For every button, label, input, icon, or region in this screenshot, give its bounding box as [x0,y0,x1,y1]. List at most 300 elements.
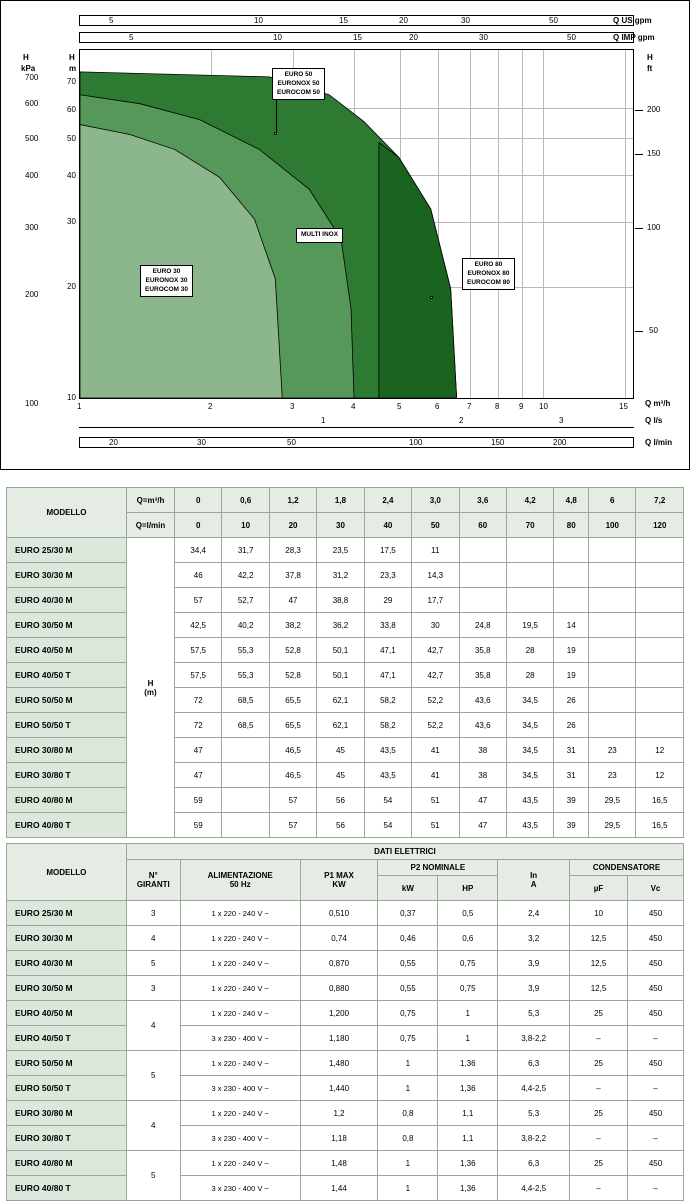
perf-cell: 52,8 [269,638,316,663]
kpa-tick-700: 700 [25,73,39,82]
perf-cell [589,563,636,588]
table-row [7,788,684,813]
perf-cell [636,588,684,613]
elec-cell-vc: – [628,1126,684,1151]
perf-cell: 59 [175,813,222,838]
perf-cell: 57 [269,788,316,813]
x-tick-8: 8 [495,402,500,411]
perf-cell [636,613,684,638]
perf-cell [589,638,636,663]
perf-cell [589,538,636,563]
elec-cell-p1: 1,480 [300,1051,378,1076]
perf-unit-lmin: Q=l/min [127,513,175,538]
elec-cell-alim: 1 x 220 - 240 V ~ [180,976,300,1001]
perf-cell: 12 [636,763,684,788]
perf-cell: 47 [459,788,506,813]
elec-cell-p2kw: 0,46 [378,926,438,951]
elec-cell-p2hp: 0,5 [438,901,498,926]
perf-cell: 29,5 [589,788,636,813]
elec-cell-p2hp: 0,75 [438,951,498,976]
perf-cell: 28 [506,638,553,663]
elec-cell-p1: 0,74 [300,926,378,951]
perf-cell: 46,5 [269,738,316,763]
elec-cell-uf: 25 [570,1051,628,1076]
perf-flow-lmin-10: 120 [636,513,684,538]
perf-cell: 43,5 [506,788,553,813]
perf-cell: 36,2 [317,613,364,638]
elec-col-giranti-line-1: N° [148,871,158,880]
x-tick-10: 10 [539,402,548,411]
elec-cell-uf: 12,5 [570,926,628,951]
us-gpm-tick-10: 10 [254,16,263,25]
callout-multi-inox [296,228,343,243]
perf-cell [222,738,269,763]
perf-cell: 23,5 [317,538,364,563]
elec-cell-uf: 25 [570,1001,628,1026]
x-axis-title: Q m³/h [645,399,671,408]
elec-cell-giranti: 4 [126,1101,180,1151]
elec-cell-p2kw: 0,75 [378,1026,438,1051]
perf-cell: 37,8 [269,563,316,588]
perf-cell: 19 [554,663,589,688]
elec-col-model: MODELLO [7,844,127,901]
us-gpm-tick-50: 50 [549,16,558,25]
perf-cell: 34,5 [506,738,553,763]
perf-cell [459,588,506,613]
perf-cell: 43,5 [506,813,553,838]
perf-flow-lmin-0: 0 [175,513,222,538]
elec-cell-vc: 450 [628,1101,684,1126]
perf-cell: 28,3 [269,538,316,563]
perf-cell: 31 [554,738,589,763]
bottom-scale-lmin [79,437,634,448]
table-row [7,1126,684,1151]
callout-euro-50-line-2: EURONOX 50 [277,79,320,87]
perf-cell [636,638,684,663]
elec-cell-alim: 1 x 220 - 240 V ~ [180,951,300,976]
elec-cell-in: 2,4 [498,901,570,926]
elec-cell-vc: 450 [628,1001,684,1026]
perf-cell: 72 [175,688,222,713]
perf-cell: 31,7 [222,538,269,563]
elec-row-6-model: EURO 50/50 M [7,1051,127,1076]
curve-euro-80-area [379,142,457,398]
perf-cell: 34,5 [506,688,553,713]
perf-cell: 16,5 [636,788,684,813]
ft-tick-mark-200 [635,110,643,111]
elec-cell-p2hp: 1,36 [438,1051,498,1076]
m-tick-10: 10 [67,393,76,402]
elec-cell-uf: – [570,1176,628,1201]
perf-cell: 34,4 [175,538,222,563]
perf-cell: 11 [412,538,459,563]
perf-cell: 52,2 [412,688,459,713]
elec-cell-giranti: 3 [126,901,180,926]
perf-flow-m3h-2: 1,2 [269,488,316,513]
perf-h-label [127,538,175,838]
m-tick-60: 60 [67,105,76,114]
perf-flow-lmin-6: 60 [459,513,506,538]
perf-flow-m3h-7: 4,2 [506,488,553,513]
elec-row-9-model: EURO 30/80 T [7,1126,127,1151]
perf-cell: 57 [175,588,222,613]
perf-cell: 42,7 [412,638,459,663]
perf-cell: 51 [412,788,459,813]
table-row [7,1076,684,1101]
perf-cell: 54 [364,813,411,838]
elec-cell-alim: 3 x 230 - 400 V ~ [180,1126,300,1151]
perf-cell: 65,5 [269,688,316,713]
perf-cell: 19,5 [506,613,553,638]
perf-cell: 23 [589,738,636,763]
perf-cell: 54 [364,788,411,813]
x-tick-9: 9 [519,402,524,411]
x-tick-4: 4 [351,402,356,411]
perf-cell: 34,5 [506,763,553,788]
elec-row-3-model: EURO 30/50 M [7,976,127,1001]
perf-cell: 31 [554,763,589,788]
callout-euro-80 [462,258,515,290]
perf-cell [589,713,636,738]
elec-col-in [498,860,570,901]
perf-cell: 46,5 [269,763,316,788]
perf-cell: 38,8 [317,588,364,613]
elec-cell-p2kw: 0,55 [378,976,438,1001]
axis-title-ft: H [647,53,653,62]
perf-cell [589,588,636,613]
elec-cell-alim: 1 x 220 - 240 V ~ [180,1001,300,1026]
x-tick-15: 15 [619,402,628,411]
imp-gpm-tick-10: 10 [273,33,282,42]
perf-cell: 14,3 [412,563,459,588]
perf-cell [589,613,636,638]
perf-cell: 24,8 [459,613,506,638]
perf-flow-lmin-9: 100 [589,513,636,538]
elec-col-in-line-2: A [530,880,537,889]
imp-gpm-tick-20: 20 [409,33,418,42]
kpa-tick-600: 600 [25,99,39,108]
elec-cell-p1: 1,200 [300,1001,378,1026]
elec-col-vc: Vc [628,876,684,901]
table-row [7,613,684,638]
elec-cell-p2hp: 1,1 [438,1126,498,1151]
elec-cell-vc: 450 [628,951,684,976]
perf-cell: 42,2 [222,563,269,588]
elec-col-alimentazione-line-2: 50 Hz [229,880,251,889]
callout-euro-80-line-2: EURONOX 80 [467,269,510,277]
perf-flow-lmin-5: 50 [412,513,459,538]
elec-col-giranti [126,860,180,901]
elec-cell-p2hp: 0,75 [438,976,498,1001]
elec-col-condensatore: CONDENSATORE [570,860,684,876]
perf-cell: 39 [554,813,589,838]
perf-flow-lmin-3: 30 [317,513,364,538]
elec-cell-uf: 25 [570,1101,628,1126]
elec-cell-vc: 450 [628,976,684,1001]
table-row [7,1051,684,1076]
kpa-tick-300: 300 [25,223,39,232]
elec-cell-p2kw: 1 [378,1151,438,1176]
ft-tick-150: 150 [647,149,661,158]
m-tick-30: 30 [67,217,76,226]
perf-cell: 47 [459,813,506,838]
point-euro-50 [274,132,277,135]
top-scale-imp-gpm-label: Q IMP gpm [613,33,655,42]
perf-row-6-model: EURO 50/50 M [7,688,127,713]
elec-cell-alim: 3 x 230 - 400 V ~ [180,1176,300,1201]
perf-row-7-model: EURO 50/50 T [7,713,127,738]
perf-row-8-model: EURO 30/80 M [7,738,127,763]
callout-euro-80-line-1: EURO 80 [474,261,503,268]
perf-cell [506,538,553,563]
elec-cell-uf: – [570,1026,628,1051]
perf-flow-lmin-2: 20 [269,513,316,538]
table-row [7,901,684,926]
perf-cell: 43,5 [364,738,411,763]
perf-cell: 52,8 [269,663,316,688]
perf-cell: 45 [317,738,364,763]
axis-unit-ft: ft [647,64,653,73]
elec-col-p2-kw: kW [378,876,438,901]
elec-cell-in: 6,3 [498,1151,570,1176]
table-row [7,1001,684,1026]
perf-cell [554,538,589,563]
perf-row-11-model: EURO 40/80 T [7,813,127,838]
perf-cell [222,813,269,838]
perf-cell: 43,5 [364,763,411,788]
elec-cell-in: 3,9 [498,951,570,976]
table-row [7,976,684,1001]
table-row [7,563,684,588]
axis-title-m: H [69,53,75,62]
elec-cell-p2hp: 1 [438,1026,498,1051]
elec-cell-in: 4,4-2,5 [498,1076,570,1101]
us-gpm-tick-20: 20 [399,16,408,25]
elec-cell-p1: 1,48 [300,1151,378,1176]
perf-cell: 41 [412,738,459,763]
perf-col-model: MODELLO [7,488,127,538]
perf-cell: 28 [506,663,553,688]
elec-col-alimentazione-line-1: ALIMENTAZIONE [207,871,273,880]
m-tick-70: 70 [67,77,76,86]
elec-cell-vc: 450 [628,1151,684,1176]
ls-tick-1: 1 [321,416,326,425]
elec-cell-vc: 450 [628,1051,684,1076]
elec-cell-giranti: 5 [126,1151,180,1201]
perf-cell: 23 [589,763,636,788]
top-scale-us-gpm-label: Q US gpm [613,16,652,25]
perf-cell: 55,3 [222,663,269,688]
elec-cell-p2kw: 0,8 [378,1101,438,1126]
elec-cell-vc: 450 [628,926,684,951]
perf-cell: 38,2 [269,613,316,638]
elec-cell-p2kw: 1 [378,1076,438,1101]
ls-axis-line [79,427,634,428]
x-tick-2: 2 [208,402,213,411]
perf-cell: 26 [554,713,589,738]
perf-cell: 17,7 [412,588,459,613]
perf-cell: 57,5 [175,638,222,663]
elec-row-10-model: EURO 40/80 M [7,1151,127,1176]
elec-col-uf: µF [570,876,628,901]
table-row [7,813,684,838]
elec-cell-p1: 1,440 [300,1076,378,1101]
perf-flow-m3h-10: 7,2 [636,488,684,513]
perf-cell: 12 [636,738,684,763]
perf-cell: 58,2 [364,688,411,713]
elec-row-7-model: EURO 50/50 T [7,1076,127,1101]
perf-row-9-model: EURO 30/80 T [7,763,127,788]
m-tick-40: 40 [67,171,76,180]
callout-euro-50-line-3: EUROCOM 50 [277,88,320,96]
elec-cell-p1: 1,2 [300,1101,378,1126]
elec-cell-p1: 0,870 [300,951,378,976]
perf-cell: 14 [554,613,589,638]
perf-flow-m3h-3: 1,8 [317,488,364,513]
table-row [7,763,684,788]
x-tick-7: 7 [467,402,472,411]
electrical-table [6,843,684,1201]
perf-flow-m3h-9: 6 [589,488,636,513]
callout-euro-30-line-2: EURONOX 30 [145,276,188,284]
perf-cell: 50,1 [317,663,364,688]
elec-cell-p2hp: 1,36 [438,1176,498,1201]
elec-col-p2-hp: HP [438,876,498,901]
elec-cell-p2kw: 1 [378,1176,438,1201]
perf-cell: 47 [269,588,316,613]
elec-col-p1max-line-2: KW [332,880,346,889]
elec-cell-uf: 12,5 [570,976,628,1001]
bottom-scale-ls-label: Q l/s [645,416,663,425]
perf-cell: 47,1 [364,638,411,663]
elec-cell-in: 6,3 [498,1051,570,1076]
perf-flow-m3h-0: 0 [175,488,222,513]
elec-cell-in: 5,3 [498,1101,570,1126]
perf-cell: 43,6 [459,688,506,713]
perf-cell: 41 [412,763,459,788]
elec-cell-alim: 1 x 220 - 240 V ~ [180,1101,300,1126]
perf-flow-m3h-4: 2,4 [364,488,411,513]
perf-cell: 56 [317,813,364,838]
elec-cell-in: 3,9 [498,976,570,1001]
perf-cell: 58,2 [364,713,411,738]
plot-area [79,49,634,399]
us-gpm-tick-5: 5 [109,16,114,25]
perf-cell [459,563,506,588]
elec-cell-p2kw: 0,8 [378,1126,438,1151]
perf-flow-lmin-7: 70 [506,513,553,538]
perf-cell: 68,5 [222,688,269,713]
x-tick-6: 6 [435,402,440,411]
elec-cell-uf: – [570,1076,628,1101]
perf-cell [636,713,684,738]
elec-cell-p1: 0,510 [300,901,378,926]
axis-title-kpa: H [23,53,29,62]
perf-cell: 38 [459,763,506,788]
callout-multi-inox-line-1: MULTI INOX [301,231,339,238]
elec-cell-p2kw: 0,75 [378,1001,438,1026]
perf-cell: 38 [459,738,506,763]
perf-cell: 59 [175,788,222,813]
callout-euro-80-line-3: EUROCOM 80 [467,278,510,286]
table-header-row [7,488,684,513]
elec-cell-alim: 1 x 220 - 240 V ~ [180,926,300,951]
lmin-tick-50: 50 [287,438,296,447]
elec-col-p2nominale: P2 NOMINALE [378,860,498,876]
perf-cell: 68,5 [222,713,269,738]
x-tick-3: 3 [290,402,295,411]
ls-tick-2: 2 [459,416,464,425]
callout-euro-30 [140,265,193,297]
perf-cell: 35,8 [459,638,506,663]
elec-row-8-model: EURO 30/80 M [7,1101,127,1126]
perf-cell [636,563,684,588]
perf-cell: 42,7 [412,663,459,688]
table-row [7,588,684,613]
x-tick-1: 1 [77,402,82,411]
elec-cell-p2kw: 1 [378,1051,438,1076]
elec-row-5-model: EURO 40/50 T [7,1026,127,1051]
perf-row-0-model: EURO 25/30 M [7,538,127,563]
m-tick-50: 50 [67,134,76,143]
callout-euro-50 [272,68,325,100]
perf-cell: 52,7 [222,588,269,613]
curve-layer [80,50,633,398]
elec-cell-vc: 450 [628,901,684,926]
elec-cell-p2hp: 1 [438,1001,498,1026]
table-row [7,738,684,763]
elec-cell-in: 3,8-2,2 [498,1126,570,1151]
perf-cell [222,763,269,788]
elec-cell-p1: 1,18 [300,1126,378,1151]
perf-cell [589,688,636,713]
elec-row-2-model: EURO 40/30 M [7,951,127,976]
kpa-tick-500: 500 [25,134,39,143]
callout-euro-30-line-3: EUROCOM 30 [145,285,188,293]
lmin-tick-200: 200 [553,438,567,447]
perf-cell: 46 [175,563,222,588]
perf-cell [554,563,589,588]
perf-cell: 72 [175,713,222,738]
axis-unit-kpa: kPa [21,64,36,73]
x-tick-5: 5 [397,402,402,411]
perf-flow-lmin-8: 80 [554,513,589,538]
elec-cell-p2hp: 1,36 [438,1151,498,1176]
table-row [7,1026,684,1051]
elec-cell-in: 3,2 [498,926,570,951]
perf-cell: 42,5 [175,613,222,638]
elec-cell-alim: 3 x 230 - 400 V ~ [180,1076,300,1101]
perf-cell: 55,3 [222,638,269,663]
elec-cell-giranti: 4 [126,1001,180,1051]
elec-title: DATI ELETTRICI [126,844,683,860]
leader-euro-50 [276,99,277,134]
elec-cell-in: 3,8-2,2 [498,1026,570,1051]
elec-col-p1max-line-1: P1 MAX [324,871,354,880]
callout-euro-50-line-1: EURO 50 [284,71,313,78]
elec-cell-p1: 0,880 [300,976,378,1001]
perf-flow-m3h-6: 3,6 [459,488,506,513]
ft-tick-mark-150 [635,154,643,155]
perf-flow-lmin-1: 10 [222,513,269,538]
axis-unit-m: m [69,64,77,73]
elec-cell-giranti: 4 [126,926,180,951]
perf-cell: 47 [175,738,222,763]
point-euro-80 [430,296,433,299]
imp-gpm-tick-50: 50 [567,33,576,42]
perf-cell: 43,6 [459,713,506,738]
elec-cell-p2hp: 1,36 [438,1076,498,1101]
